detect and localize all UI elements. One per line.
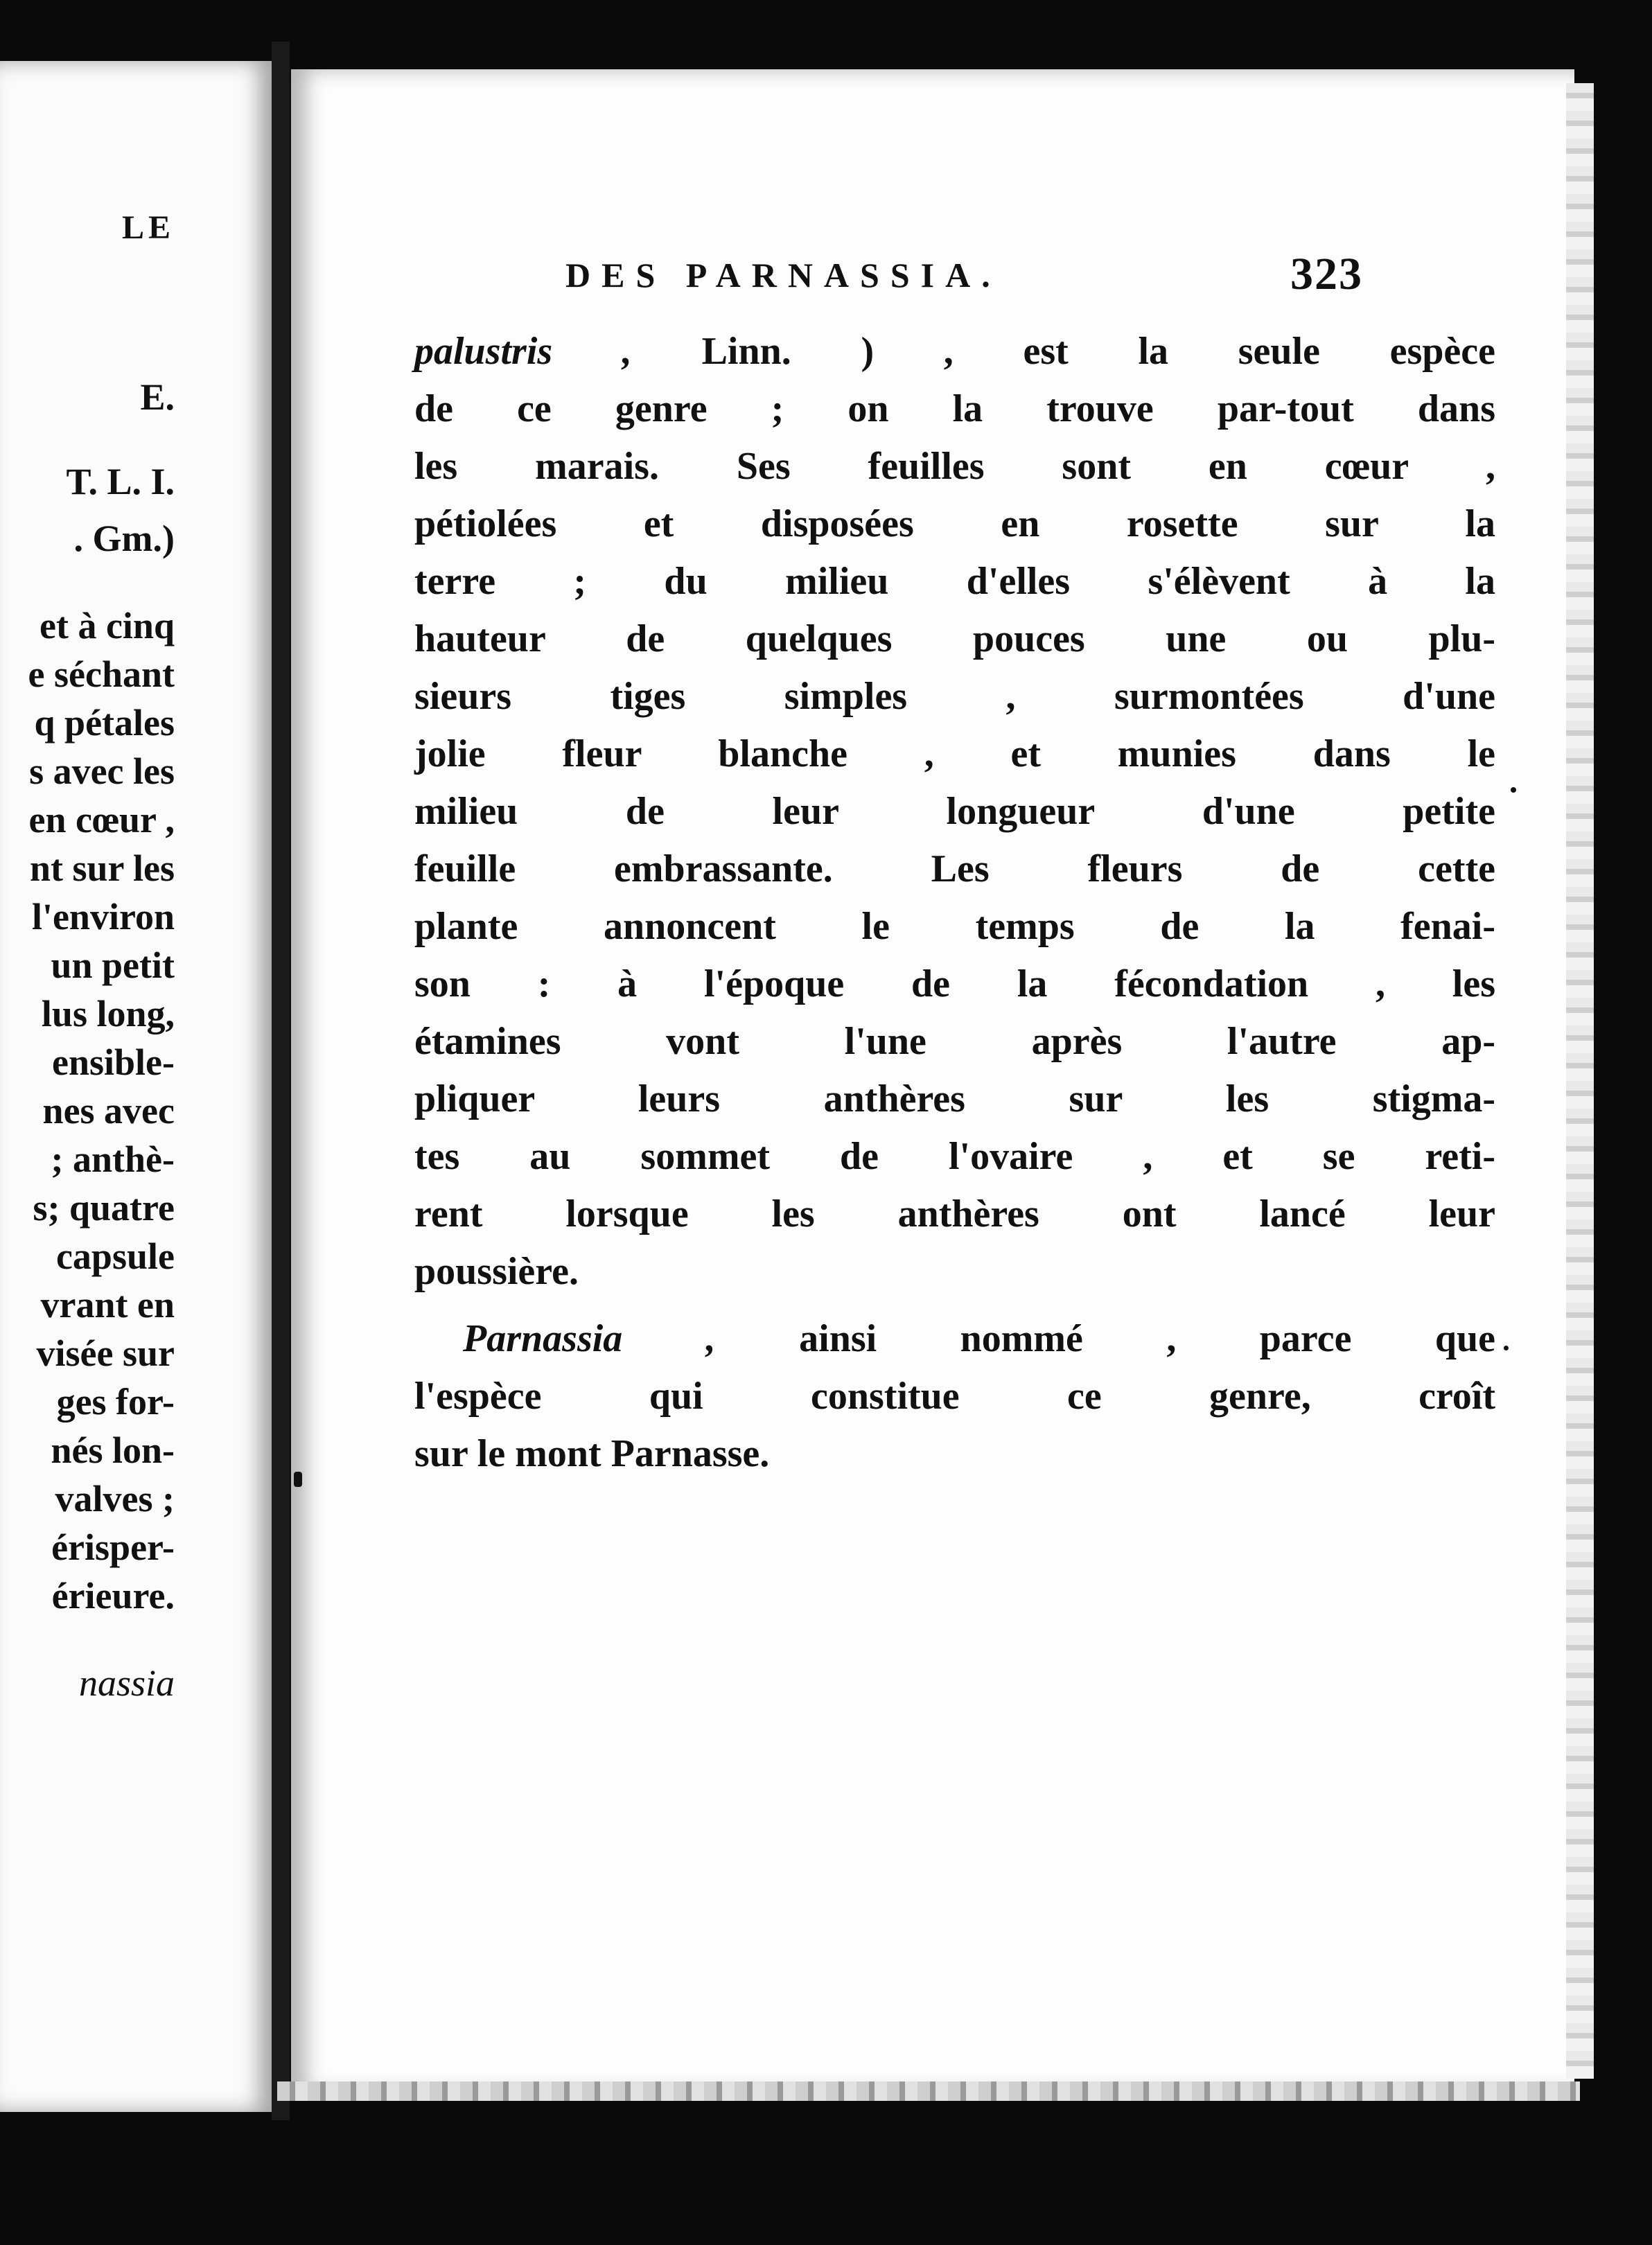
text-segment: feuille embrassante. Les fleurs de cette	[414, 847, 1495, 890]
text-line	[414, 1013, 1495, 1071]
text-line	[414, 956, 1495, 1013]
text-line	[414, 380, 1495, 438]
text-line	[414, 1425, 1495, 1483]
text-segment: jolie fleur blanche , et munies dans le	[414, 732, 1495, 775]
left-page-line-fragment: ges for-	[56, 1381, 175, 1423]
text-line	[414, 783, 1495, 840]
text-segment: sur le mont Parnasse.	[414, 1432, 770, 1475]
previous-page-fragment	[0, 61, 272, 2112]
left-page-line-fragment: ; anthè-	[51, 1138, 175, 1180]
left-page-line-fragment: et à cinq	[39, 605, 175, 646]
text-segment: rent lorsque les anthères ont lancé leur	[414, 1192, 1495, 1235]
running-head: DES PARNASSIA.	[565, 256, 1001, 294]
left-page-line-fragment: un petit	[51, 944, 175, 986]
left-page-line-fragment: T. L. I.	[66, 461, 175, 502]
text-segment: l'espèce qui constitue ce genre, croît	[414, 1375, 1495, 1418]
left-page-line-fragment: érisper-	[51, 1526, 175, 1568]
left-page-line-fragment: capsule	[55, 1235, 175, 1277]
left-page-line-fragment: vrant en	[40, 1284, 175, 1326]
text-segment: Linn. ) , est la seule espèce	[631, 330, 1495, 373]
left-page-line-fragment: visée sur	[36, 1332, 175, 1374]
body-text	[414, 323, 1495, 1483]
left-page-line-fragment: ensible-	[51, 1041, 175, 1083]
text-line	[414, 1128, 1495, 1186]
text-segment: étamines vont l'une après l'autre ap-	[414, 1020, 1495, 1063]
left-page-line-fragment: nt sur les	[29, 847, 175, 889]
left-page-line-fragment: nassia	[78, 1662, 175, 1704]
ink-speck	[1504, 1346, 1509, 1350]
left-page-line-fragment: en cœur ,	[28, 799, 175, 840]
text-segment: pétiolées et disposées en rosette sur la	[414, 502, 1495, 545]
left-page-line-fragment: . Gm.)	[73, 518, 175, 559]
text-line	[414, 495, 1495, 553]
left-page-line-fragment: LE	[121, 209, 175, 246]
text-segment: tes au sommet de l'ovaire , et se reti-	[414, 1135, 1495, 1178]
text-line	[414, 725, 1495, 783]
text-segment: terre ; du milieu d'elles s'élèvent à la	[414, 560, 1495, 603]
text-segment: hauteur de quelques pouces une ou plu-	[414, 617, 1495, 660]
left-page-line-fragment: l'environ	[31, 896, 175, 937]
text-line	[414, 438, 1495, 495]
page-header	[291, 249, 1574, 324]
text-line	[414, 1186, 1495, 1243]
book-page	[291, 69, 1574, 2093]
text-line	[414, 1071, 1495, 1128]
text-segment: pliquer leurs anthères sur les stigma-	[414, 1077, 1495, 1120]
left-page-line-fragment: e séchant	[28, 653, 175, 695]
left-page-line-fragment: q pétales	[34, 702, 175, 743]
page-bottom-edge	[277, 2081, 1580, 2101]
text-segment: poussière.	[414, 1250, 579, 1293]
book-gutter	[272, 42, 290, 2120]
text-line	[414, 898, 1495, 956]
left-page-line-fragment: s; quatre	[33, 1187, 175, 1229]
page-number: 323	[1290, 249, 1363, 299]
ink-speck	[1511, 787, 1516, 793]
text-segment: milieu de leur longueur d'une petite	[414, 790, 1495, 833]
left-page-line-fragment: s avec les	[29, 750, 175, 792]
left-page-line-fragment: valves ;	[55, 1478, 175, 1520]
left-page-line-fragment: érieure.	[51, 1575, 175, 1617]
text-segment: les marais. Ses feuilles sont en cœur ,	[414, 445, 1495, 488]
text-line	[414, 323, 1495, 380]
left-page-line-fragment: lus long,	[41, 993, 175, 1035]
text-segment: ainsi nommé , parce que	[715, 1317, 1495, 1360]
text-segment: sieurs tiges simples , surmontées d'une	[414, 675, 1495, 718]
text-segment: son : à l'époque de la fécondation , les	[414, 962, 1495, 1005]
text-line	[414, 1310, 1495, 1368]
ink-speck	[294, 1472, 302, 1487]
text-line	[414, 840, 1495, 898]
italic-text-segment: palustris ,	[414, 330, 632, 373]
left-page-line-fragment: nes avec	[42, 1090, 175, 1132]
text-line	[414, 668, 1495, 725]
text-segment: plante annoncent le temps de la fenai-	[414, 905, 1495, 948]
page-right-edge	[1566, 83, 1594, 2079]
left-page-line-fragment: nés lon-	[51, 1429, 175, 1471]
text-line	[414, 553, 1495, 610]
text-line	[414, 610, 1495, 668]
left-page-line-fragment: E.	[140, 376, 175, 418]
text-line	[414, 1368, 1495, 1425]
text-line	[414, 1243, 1495, 1301]
italic-text-segment: Parnassia ,	[463, 1317, 716, 1360]
text-segment: de ce genre ; on la trouve par-tout dans	[414, 387, 1495, 430]
